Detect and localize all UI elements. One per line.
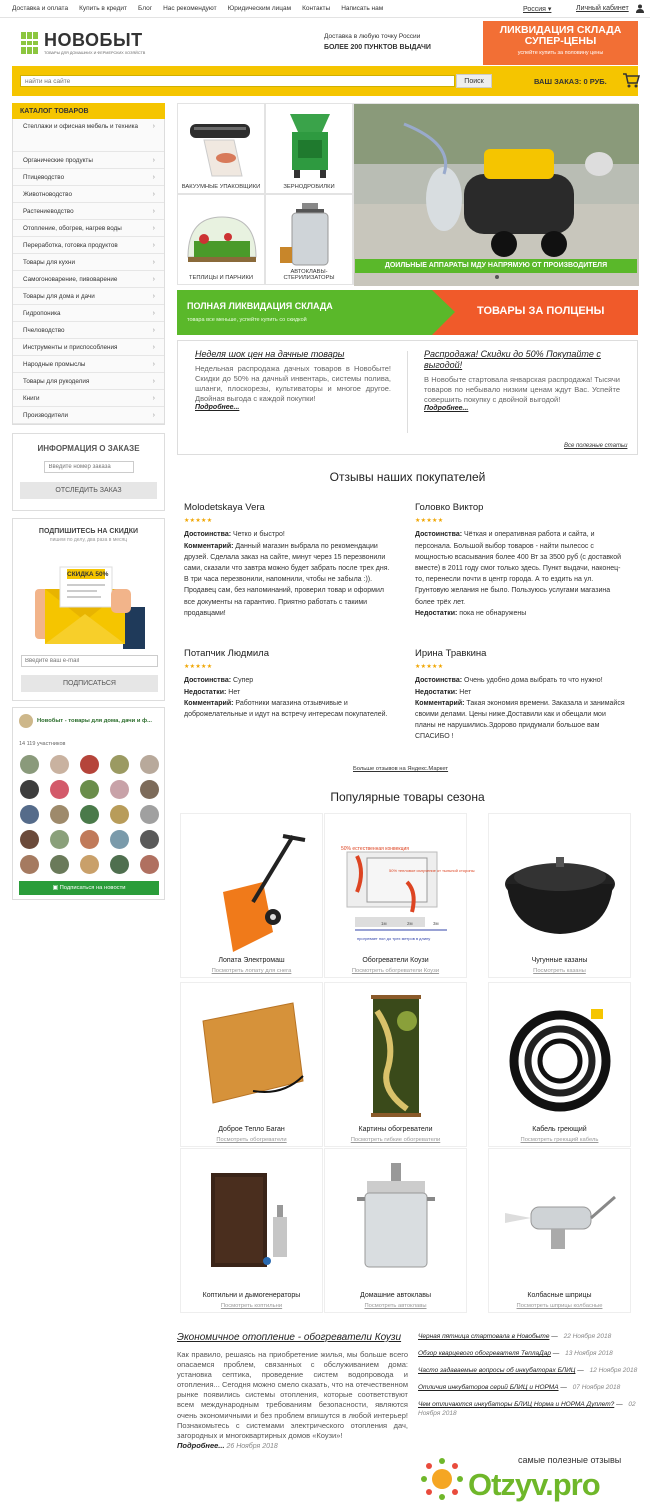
slider-dots <box>495 275 499 279</box>
news-list-title[interactable]: Чем отличаются инкубаторы БЛИЦ Норма и НОРМА Дуплет? <box>418 1401 615 1408</box>
vk-member-avatar[interactable] <box>110 830 129 849</box>
vk-member-count: 14 119 участников <box>19 741 66 747</box>
chevron-right-icon: › <box>152 412 155 419</box>
all-articles-link[interactable]: Все полезные статьи <box>564 443 628 449</box>
heater-badge-convection: 50% естественная конвекция <box>341 846 409 852</box>
search-bar <box>12 66 638 96</box>
news-divider <box>407 351 408 433</box>
catalog-item-label: Растениеводство <box>23 208 74 215</box>
catalog-list <box>12 119 165 425</box>
news-desc: Недельная распродажа дачных товаров в Новобыте! Скидки до 50% на дачный инвентарь, системы полива, шланги, плоскорезы, культиваторы и многое другое. Двойная выгода с каждой покупки! <box>195 364 391 403</box>
sale-banner-title: ПОЛНАЯ ЛИКВИДАЦИЯ СКЛАДА <box>187 301 333 311</box>
catalog-item-label: Птицеводство <box>23 174 65 181</box>
catalog-item-label: Переработка, готовка продуктов <box>23 242 118 249</box>
product-card[interactable] <box>180 813 323 978</box>
reviewer-name: Потапчик Людмила <box>184 648 269 659</box>
product-card[interactable] <box>488 813 631 978</box>
delivery-info: Доставка в любую точку России <box>324 33 421 40</box>
catalog-title: КАТАЛОГ ТОВАРОВ <box>12 103 165 119</box>
article-title[interactable]: Экономичное отопление - обогреватели Коузи <box>177 1332 402 1343</box>
review-item <box>415 502 627 619</box>
promo-subtitle: СУПЕР-ЦЕНЫ <box>524 35 597 47</box>
chevron-right-icon: › <box>152 327 155 334</box>
catalog-item[interactable] <box>13 119 164 152</box>
vk-member-avatar[interactable] <box>80 780 99 799</box>
catalog-item-label: Стеллажи и офисная мебель и техника <box>23 123 139 130</box>
catalog-item[interactable] <box>13 305 164 322</box>
review-line <box>415 529 627 607</box>
review-label: Достоинства: <box>184 677 232 685</box>
catalog-item-label: Книги <box>23 395 40 402</box>
cozy-heater-image <box>337 822 475 952</box>
otzyv-logo-icon <box>420 1457 464 1501</box>
catalog-item[interactable] <box>13 373 164 390</box>
review-line <box>184 698 396 720</box>
product-card[interactable] <box>324 982 467 1147</box>
review-line <box>184 541 396 619</box>
logo-subtitle: ТОВАРЫ ДЛЯ ДОМАШНИХ И ФЕРМЕРСКИХ ХОЗЯЙСТВ <box>44 51 146 55</box>
review-item <box>184 502 396 619</box>
review-text: Такая экономия времени. Заказала и занимайся своими делами. Цены ниже.Доставили как и обещали мои планы не нарушились.Здорово придумали большое вам СПАСИБО ! <box>415 699 625 741</box>
subscribe-title: ПОДПИШИТЕСЬ НА СКИДКИ <box>38 528 139 535</box>
vk-member-avatar[interactable] <box>140 780 159 799</box>
reviewer-name: Ирина Травкина <box>415 648 487 659</box>
news-list-date: 13 Ноября 2018 <box>565 1350 613 1357</box>
tile-label: ЗЕРНОДРОБИЛКИ <box>283 184 335 190</box>
news-list-title[interactable]: Часто задаваемые вопросы об инкубаторах БЛИЦ <box>418 1367 576 1374</box>
news-item <box>195 349 391 411</box>
cart-total[interactable]: ВАШ ЗАКАЗ: 0 РУБ. <box>534 77 607 86</box>
link-legal[interactable]: Юридическим лицам <box>227 5 292 12</box>
cart-icon[interactable] <box>623 73 639 88</box>
article-more-link[interactable]: Подробнее... <box>177 1440 225 1450</box>
heating-cable-image <box>501 991 619 1121</box>
news-list-title[interactable]: Черная пятница стартовала в Новобыте <box>418 1333 550 1340</box>
tile-vacuum-sealers[interactable] <box>177 103 265 194</box>
sausage-syringe-image <box>501 1157 619 1287</box>
link-blog[interactable]: Блог <box>138 5 153 12</box>
news-title[interactable]: Распродажа! Скидки до 50% Покупайте с выгодой! <box>424 349 601 370</box>
product-link[interactable]: Посмотреть коптильни <box>220 1303 283 1309</box>
vk-member-avatar[interactable] <box>20 755 39 774</box>
sidebar <box>12 103 165 425</box>
catalog-item-label: Товары для дома и дачи <box>23 293 95 300</box>
product-name[interactable]: Коптильни и дымогенераторы <box>202 1292 301 1299</box>
product-link[interactable]: Посмотреть гибкие обогреватели <box>350 1137 441 1143</box>
catalog-item[interactable] <box>13 390 164 407</box>
article-desc: Как правило, решаясь на приобретение жилья, мы больше всего опасаемся проблем, связанных с обслуживанием дома: установка септика, проведение систем водопровода и отопления... Сегодня можно смело сказать, что на отечественном рынке появились системы отопления, которые соответствуют всем международным требованиям безопасности, являются очень экономичными и без проблем впишутся в любой интерьер! Познакомьтесь с системами электрического отопления дач, загородных и многоквартирных домов «Коузи»! <box>177 1350 408 1440</box>
product-name[interactable]: Домашние автоклавы <box>360 1292 431 1299</box>
vk-member-avatar[interactable] <box>50 780 69 799</box>
news-list-date: 22 Ноября 2018 <box>563 1333 612 1340</box>
logo-text[interactable]: НОВОБЫТ <box>44 30 143 50</box>
subscribe-desc: пишем по делу, два раза в месяц <box>49 537 128 543</box>
otzyv-watermark <box>418 1453 650 1505</box>
chevron-right-icon: › <box>152 310 155 317</box>
logo-icon[interactable] <box>21 32 38 54</box>
cabinet-link[interactable]: Личный кабинет <box>576 5 629 12</box>
product-name[interactable]: Колбасные шприцы <box>527 1292 592 1299</box>
catalog-item-label: Производители <box>23 412 69 419</box>
vk-member-avatar[interactable] <box>140 830 159 849</box>
catalog-item-label: Товары для кухни <box>23 259 76 266</box>
slider-caption: ДОИЛЬНЫЕ АППАРАТЫ МДУ НАПРЯМУЮ ОТ ПРОИЗВОДИТЕЛЯ <box>355 259 637 273</box>
news-list-item: Отличия инкубаторов серий БЛИЦ и НОРМА — 07 Ноября 2018 <box>418 1384 621 1391</box>
product-name[interactable]: Доброе Тепло Баган <box>218 1126 285 1133</box>
greenhouse-image <box>184 201 260 271</box>
product-card[interactable] <box>180 1148 323 1313</box>
review-text: Работники магазина отзывчивые и доброжелательные и идут на встречу интересам покупателей. <box>184 699 388 719</box>
rating-stars-icon: ★★★★★ <box>184 518 213 525</box>
news-more-link[interactable]: Подробнее... <box>195 404 240 411</box>
sale-banner-sub: товара все меньше, успейте купить со скидкой <box>187 317 307 323</box>
heater-badge-radiation: 50% тепловое излучение от тыльной стороны <box>389 868 475 873</box>
link-write[interactable]: Написать нам <box>341 5 384 12</box>
review-label: Недостатки: <box>415 609 458 617</box>
link-contacts[interactable]: Контакты <box>302 5 331 12</box>
chevron-right-icon: › <box>152 123 155 130</box>
catalog-item[interactable] <box>13 271 164 288</box>
catalog-item[interactable] <box>13 339 164 356</box>
vk-widget <box>12 707 165 900</box>
vk-member-avatar[interactable] <box>20 805 39 824</box>
vk-member-avatar[interactable] <box>20 830 39 849</box>
vk-member-avatar[interactable] <box>80 755 99 774</box>
news-list-title[interactable]: Отличия инкубаторов серий БЛИЦ и НОРМА <box>418 1384 559 1391</box>
vk-member-avatar[interactable] <box>110 755 129 774</box>
chevron-right-icon: › <box>152 361 155 368</box>
vk-member-avatar[interactable] <box>140 805 159 824</box>
product-link[interactable]: Посмотреть обогреватели Коузи <box>351 968 440 974</box>
review-text: Нет <box>457 688 472 696</box>
review-label: Комментарий: <box>184 542 234 550</box>
link-recommend[interactable]: Нас рекомендуют <box>163 5 217 12</box>
otzyv-logo-text: Otzyv.pro <box>468 1467 600 1502</box>
vk-member-avatar[interactable] <box>50 805 69 824</box>
slider-dot-active[interactable] <box>495 275 499 279</box>
review-text: Чёткая и оперативная работа и сайта, и персонала. Большой выбор товаров - найти пылесос с мощностью всасывания более 400 Вт за 3500 руб (с доставкой вместе) в 2011 году смог только здесь. Пункт выдачи, наконец-то, перенесли почти в центр города. А то ездить на ул. Грунтовую желания не было. Пользуюсь услугами магазина более трёх лет. <box>415 531 622 606</box>
hero-slider[interactable] <box>353 103 638 285</box>
chevron-right-icon: › <box>152 225 155 232</box>
catalog-item-label: Гидропоника <box>23 310 61 317</box>
review-label: Достоинства: <box>184 531 232 539</box>
vk-subscribe-label: Подписаться на новости <box>59 885 126 891</box>
products-title: Популярные товары сезона <box>330 790 485 804</box>
catalog-item[interactable] <box>13 407 164 424</box>
catalog-item-label: Пчеловодство <box>23 327 65 334</box>
review-line <box>184 675 396 686</box>
catalog-item[interactable] <box>13 288 164 305</box>
product-link[interactable]: Посмотреть лопату для снега <box>211 968 292 974</box>
vk-subscribe-button[interactable]: ▣ Подписаться на новости <box>19 881 159 895</box>
promo-banner[interactable] <box>483 21 638 65</box>
sale-banner-right: ТОВАРЫ ЗА ПОЛЦЕНЫ <box>477 305 605 317</box>
vk-members-grid <box>20 755 159 874</box>
product-link[interactable]: Посмотреть обогреватели <box>216 1137 287 1143</box>
track-order-button[interactable]: ОТСЛЕДИТЬ ЗАКАЗ <box>20 482 157 499</box>
chevron-right-icon: › <box>152 157 155 164</box>
news-box <box>177 340 638 455</box>
product-card[interactable] <box>488 982 631 1147</box>
news-list-item: Обзор кварцевого обогревателя ТеплаДар — 13 Ноября 2018 <box>418 1350 613 1357</box>
product-link[interactable]: Посмотреть казаны <box>533 968 586 974</box>
product-card[interactable] <box>180 982 323 1147</box>
news-more-link[interactable]: Подробнее... <box>424 405 469 412</box>
product-link[interactable]: Посмотреть автоклавы <box>364 1303 427 1309</box>
review-label: Недостатки: <box>184 688 227 696</box>
snow-shovel-image <box>193 822 311 952</box>
catalog-item[interactable] <box>13 356 164 373</box>
product-card[interactable] <box>324 813 475 978</box>
review-text: Супер <box>231 677 254 685</box>
rating-stars-icon: ★★★★★ <box>415 664 444 671</box>
review-item <box>415 648 627 743</box>
heater-meter-1: 1м <box>381 921 387 926</box>
news-list-item: Часто задаваемые вопросы об инкубаторах БЛИЦ — 12 Ноября 2018 <box>418 1367 638 1374</box>
pickup-points: БОЛЕЕ 200 ПУНКТОВ ВЫДАЧИ <box>324 44 431 51</box>
catalog-item[interactable] <box>13 220 164 237</box>
category-tiles <box>177 103 353 285</box>
search-input[interactable] <box>20 75 455 87</box>
tile-greenhouses[interactable] <box>177 194 265 285</box>
vk-member-avatar[interactable] <box>20 855 39 874</box>
email-input[interactable] <box>21 655 158 667</box>
product-card[interactable] <box>488 1148 631 1313</box>
product-name[interactable]: Картины обогреватели <box>358 1126 433 1133</box>
vk-member-avatar[interactable] <box>50 855 69 874</box>
region-select[interactable]: Россия ▾ <box>523 6 552 13</box>
product-name[interactable]: Лопата Электромаш <box>218 957 285 964</box>
catalog-item-label: Отопление, обогрев, нагрев воды <box>23 225 122 232</box>
order-title: ИНФОРМАЦИЯ О ЗАКАЗЕ <box>37 444 140 453</box>
home-autoclave-image <box>337 1157 455 1287</box>
catalog-item[interactable] <box>13 237 164 254</box>
review-text: Данный магазин выбрала по рекомендации друзей. Сделала заказ на сайте, минут через 15 перезвонили сами, сказали что завтра можно будет забрать после трех дня. В три часа перезвонили, напомнили, чтобы не забыла :)). Продавец сам, без напоминаний, проверил товар и оформил все документы на гарантию. Приятно работать с такими продавцами! <box>184 542 390 617</box>
cast-iron-kazan-image <box>501 822 619 952</box>
vk-member-avatar[interactable] <box>50 830 69 849</box>
vk-member-avatar[interactable] <box>110 855 129 874</box>
catalog-item[interactable] <box>13 152 164 169</box>
catalog-item-label: Инструменты и приспособления <box>23 344 118 351</box>
chevron-right-icon: › <box>152 208 155 215</box>
top-links <box>12 5 383 12</box>
chevron-right-icon: › <box>152 395 155 402</box>
review-line <box>415 698 627 743</box>
tile-label: ТЕПЛИЦЫ И ПАРНИКИ <box>188 275 254 281</box>
heater-floor-caption: прогревает пол до трех метров в длину <box>357 936 431 941</box>
featured-article <box>177 1332 408 1450</box>
review-line <box>415 608 627 619</box>
review-text: пока не обнаружены <box>457 609 527 617</box>
catalog-item[interactable] <box>13 203 164 220</box>
product-link[interactable]: Посмотреть шприцы колбасные <box>516 1303 603 1309</box>
tile-grain-crushers[interactable] <box>265 103 353 194</box>
tile-label: АВТОКЛАВЫ-СТЕРИЛИЗАТОРЫ <box>283 269 335 281</box>
vk-member-avatar[interactable] <box>140 855 159 874</box>
review-line <box>415 687 627 698</box>
review-label: Недостатки: <box>415 688 458 696</box>
reviewer-name: Molodetskaya Vera <box>184 502 265 513</box>
coupon-text: СКИДКА 50% <box>67 571 109 578</box>
vk-member-avatar[interactable] <box>20 780 39 799</box>
review-line <box>184 687 396 698</box>
review-text: Нет <box>226 688 241 696</box>
tile-autoclaves[interactable] <box>265 194 353 285</box>
catalog-item-label: Органические продукты <box>23 157 93 164</box>
article-date: 26 Ноября 2018 <box>226 1442 278 1450</box>
order-number-input[interactable] <box>44 461 134 473</box>
top-nav <box>0 0 650 18</box>
news-list-item: Чем отличаются инкубаторы БЛИЦ Норма и НОРМА Дуплет? — 02 Ноября 2018 <box>418 1401 636 1417</box>
vk-member-avatar[interactable] <box>80 830 99 849</box>
subscribe-box <box>12 518 165 701</box>
catalog-item[interactable] <box>13 186 164 203</box>
chevron-right-icon: › <box>152 259 155 266</box>
chevron-right-icon: › <box>152 293 155 300</box>
subscribe-button[interactable]: ПОДПИСАТЬСЯ <box>21 675 158 692</box>
product-name[interactable]: Чугунные казаны <box>531 957 588 964</box>
catalog-item[interactable] <box>13 254 164 271</box>
product-name[interactable]: Обогреватели Коузи <box>362 957 429 964</box>
vk-member-avatar[interactable] <box>110 805 129 824</box>
vacuum-sealer-image <box>184 110 260 180</box>
sale-banner[interactable] <box>177 290 638 335</box>
user-icon[interactable] <box>636 4 644 13</box>
review-label: Комментарий: <box>415 699 465 707</box>
search-button[interactable]: Поиск <box>456 74 492 88</box>
news-item <box>424 349 620 412</box>
vk-group-avatar[interactable] <box>19 714 33 728</box>
vk-member-avatar[interactable] <box>80 855 99 874</box>
news-list-title[interactable]: Обзор кварцевого обогревателя ТеплаДар <box>418 1350 551 1357</box>
vk-group-name[interactable]: Новобыт - товары для дома, дачи и ф... <box>37 718 152 724</box>
order-info-box <box>12 433 165 511</box>
promo-title: ЛИКВИДАЦИЯ СКЛАДА <box>499 24 622 36</box>
product-name[interactable]: Кабель греющий <box>532 1126 587 1133</box>
smokehouse-image <box>193 1157 311 1287</box>
vk-member-avatar[interactable] <box>140 755 159 774</box>
tile-label: ВАКУУМНЫЕ УПАКОВЩИКИ <box>181 184 261 190</box>
news-list-item: Черная пятница стартовала в Новобыте — 22 Ноября 2018 <box>418 1333 612 1340</box>
otzyv-tagline: самые полезные отзывы <box>518 1455 622 1465</box>
rating-stars-icon: ★★★★★ <box>184 664 213 671</box>
review-label: Достоинства: <box>415 531 463 539</box>
autoclave-image <box>272 201 348 271</box>
chevron-right-icon: › <box>152 242 155 249</box>
vk-member-avatar[interactable] <box>110 780 129 799</box>
link-credit[interactable]: Купить в кредит <box>79 5 128 12</box>
product-card[interactable] <box>324 1148 467 1313</box>
catalog-item-label: Товары для рукоделия <box>23 378 90 385</box>
chevron-right-icon: › <box>152 378 155 385</box>
review-label: Комментарий: <box>184 699 234 707</box>
review-item <box>184 648 396 720</box>
catalog-item-label: Животноводство <box>23 191 72 198</box>
link-delivery[interactable]: Доставка и оплата <box>12 5 69 12</box>
news-list-date: 07 Ноября 2018 <box>572 1384 621 1391</box>
news-list-date: 02 Ноября 2018 <box>418 1401 636 1417</box>
chevron-right-icon: › <box>152 344 155 351</box>
heater-painting-image <box>337 991 455 1121</box>
news-title[interactable]: Неделя шок цен на дачные товары <box>195 349 345 359</box>
review-line <box>184 529 396 540</box>
news-desc: В Новобыте стартовала январская распродажа! Тысячи товаров по небывало низким ценам ждут Вас. Успейте совершить покупку с двойной выгодой! <box>424 375 620 404</box>
grain-crusher-image <box>272 110 348 180</box>
news-list-date: 12 Ноября 2018 <box>589 1367 638 1374</box>
catalog-item[interactable] <box>13 169 164 186</box>
heater-meter-3: 3м <box>433 921 439 926</box>
review-text: Очень удобно дома выбрать то что нужно! <box>462 677 603 685</box>
review-text: Четко и быстро! <box>231 531 285 539</box>
product-link[interactable]: Посмотреть греющий кабель <box>520 1137 599 1143</box>
vk-member-avatar[interactable] <box>50 755 69 774</box>
catalog-item-label: Народные промыслы <box>23 361 86 368</box>
chevron-right-icon: › <box>152 276 155 283</box>
vk-member-avatar[interactable] <box>80 805 99 824</box>
catalog-item[interactable] <box>13 322 164 339</box>
heater-meter-2: 2м <box>407 921 413 926</box>
reviews-title: Отзывы наших покупателей <box>329 470 486 484</box>
review-line <box>415 675 627 686</box>
chevron-right-icon: › <box>152 191 155 198</box>
vk-header <box>19 714 157 728</box>
more-reviews-link[interactable]: Больше отзывов на Яндекс.Маркет <box>353 766 449 772</box>
rating-stars-icon: ★★★★★ <box>415 518 444 525</box>
promo-desc: успейте купить за половину цены <box>517 50 604 56</box>
reviewer-name: Головко Виктор <box>415 502 484 513</box>
chevron-right-icon: › <box>152 174 155 181</box>
review-label: Достоинства: <box>415 677 463 685</box>
heater-panel-image <box>193 991 311 1121</box>
news-list <box>418 1332 638 1426</box>
catalog-item-label: Самогоноварение, пивоварение <box>23 276 118 283</box>
